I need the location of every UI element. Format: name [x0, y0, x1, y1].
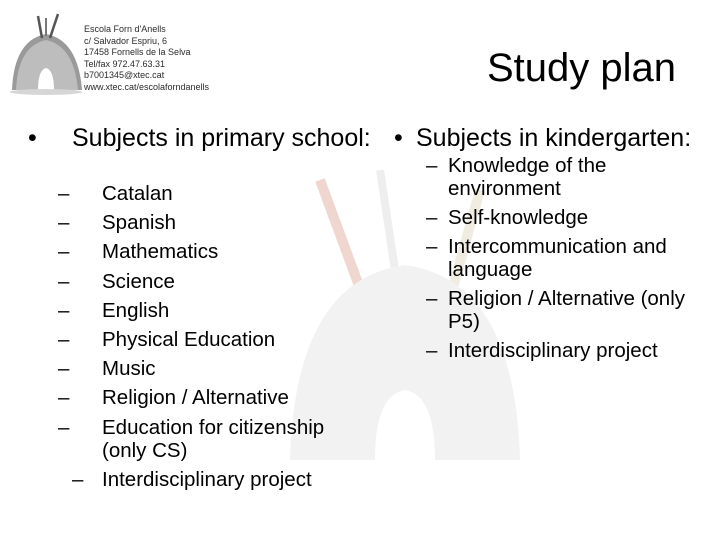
list-item: – Self-knowledge [426, 206, 589, 229]
list-item-interdisciplinary: – Interdisciplinary project [72, 467, 312, 491]
list-item: – Religion / Alternative [58, 386, 289, 410]
dash-icon: – [426, 235, 438, 258]
list-item: – Knowledge of the environment [426, 154, 607, 200]
logo-line-city: 17458 Fornells de la Selva [84, 47, 191, 58]
slide-title: Study plan [486, 46, 676, 90]
kindergarten-heading-text: Subjects in kindergarten: [416, 124, 692, 152]
dash-icon: – [58, 240, 70, 264]
logo-line-email: b7001345@xtec.cat [84, 70, 165, 81]
primary-subjects-list [28, 182, 378, 491]
list-item: – Mathematics [58, 240, 219, 264]
hut-logo-icon [8, 10, 88, 105]
dash-icon: – [58, 182, 70, 205]
list-item: – Spanish [58, 211, 177, 235]
kindergarten-subjects-list [394, 154, 714, 362]
primary-school-column [28, 124, 378, 497]
logo-line-street: c/ Salvador Espriu, 6 [84, 35, 168, 46]
list-item: – Education for citizenship (only CS) [58, 415, 325, 462]
dash-icon: – [58, 269, 70, 293]
kindergarten-heading [394, 124, 714, 152]
bullet-icon: • [394, 124, 403, 152]
list-item: – Religion / Alternative (only P5) [426, 287, 686, 333]
list-item: – Music [58, 357, 156, 381]
dash-icon: – [426, 154, 438, 177]
bullet-icon: • [28, 124, 37, 152]
logo-line-web: www.xtec.cat/escolaforndanells [84, 81, 210, 92]
school-logo [8, 10, 210, 105]
primary-heading [28, 124, 378, 152]
list-item: – English [58, 298, 170, 322]
primary-heading-text: Subjects in primary school: [72, 124, 371, 152]
dash-icon: – [58, 415, 70, 439]
list-item: – Intercommunication and language [426, 235, 667, 281]
dash-icon: – [58, 211, 70, 235]
list-item: – Physical Education [58, 327, 276, 351]
dash-icon: – [426, 206, 438, 229]
dash-icon: – [58, 357, 70, 381]
dash-icon: – [426, 339, 438, 362]
kindergarten-column [394, 124, 714, 368]
dash-icon: – [58, 386, 70, 410]
school-address [84, 24, 210, 94]
dash-icon: – [58, 298, 70, 322]
list-item: – Science [58, 269, 175, 293]
dash-icon: – [72, 467, 84, 491]
logo-line-name: Escola Forn d'Anells [84, 24, 166, 34]
dash-icon: – [426, 287, 438, 310]
list-item: – Catalan [58, 182, 173, 205]
list-item: – Interdisciplinary project [426, 339, 658, 362]
dash-icon: – [58, 327, 70, 351]
logo-line-phone: Tel/fax 972.47.63.31 [84, 58, 166, 69]
